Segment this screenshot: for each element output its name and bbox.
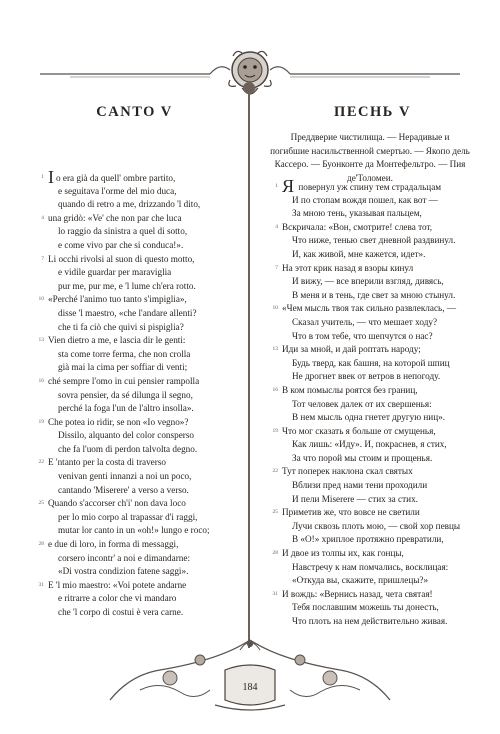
verse-line <box>32 497 237 511</box>
verse-text: sovra pensier, da sé dilunga il segno, <box>58 389 193 400</box>
verse-text: Что в том тебе, что шепчутся о нас? <box>292 330 433 341</box>
russian-verses <box>266 176 471 629</box>
verse-line <box>32 456 237 470</box>
canto-summary: Преддверие чистилища. — Нерадивые и погибшие насильственной смертью. — Якопо дель Кассеро. — Буонконте да Монтефельтро. — Пия де'Толомеи. <box>270 132 470 183</box>
verse-text: disse 'l maestro, «che l'andare allenti? <box>58 307 197 318</box>
verse-line <box>32 511 237 525</box>
verse-line <box>266 357 471 371</box>
verse-line <box>32 402 237 416</box>
verse-number: 4 <box>275 223 278 230</box>
verse-line <box>266 330 471 344</box>
verse-text: che ti fa ciò che quivi si pispiglia? <box>58 321 184 332</box>
verse-line <box>32 552 237 566</box>
verse-line <box>32 321 237 335</box>
verse-text: Как лишь: «Иду». И, покраснев, я стих, <box>292 439 447 450</box>
drop-cap: I <box>48 167 54 187</box>
verse-line <box>266 574 471 588</box>
verse-text: И по стопам вождя пошел, как вот — <box>292 194 438 205</box>
verse-line <box>32 416 237 430</box>
verse-line <box>32 429 237 443</box>
verse-number: 28 <box>38 541 44 548</box>
verse-number: 22 <box>272 468 278 475</box>
verse-line <box>266 533 471 547</box>
verse-number: 10 <box>38 296 44 303</box>
verse-line <box>32 198 237 212</box>
verse-line <box>266 289 471 303</box>
verse-text: За что порой мы стоим и прощенья. <box>292 452 433 463</box>
verse-line <box>266 561 471 575</box>
verse-number: 7 <box>41 255 44 262</box>
verse-number: 4 <box>41 214 44 221</box>
verse-text: И вижу, — все вперили взгляд, дивясь, <box>292 276 444 287</box>
verse-text: Сказал учитель, — что мешает ходу? <box>292 316 438 327</box>
verse-number: 13 <box>272 346 278 353</box>
verse-line <box>266 520 471 534</box>
verse-text: И пели Miserere — стих за стих. <box>292 493 418 504</box>
verse-number: 19 <box>272 427 278 434</box>
verse-number: 19 <box>38 418 44 425</box>
verse-line <box>32 266 237 280</box>
verse-text: Dissilo, alquanto del color consperso <box>58 430 195 441</box>
verse-line <box>266 176 471 196</box>
verse-text: Не дрогнет ввек от ветров в непогоду. <box>292 371 441 382</box>
verse-line <box>32 538 237 552</box>
verse-text: Che potea io ridir, se non «Io vegno»? <box>48 416 189 427</box>
verse-number: 28 <box>272 550 278 557</box>
verse-line <box>32 334 237 348</box>
verse-line <box>32 185 237 199</box>
verse-line <box>32 361 237 375</box>
divider-cap <box>243 82 255 94</box>
verse-text: «Perché l'animo tuo tanto s'impiglia», <box>48 294 187 305</box>
verse-text: che 'l corpo di costui è vera carne. <box>58 607 184 617</box>
verse-text: e come vivo par che si conduca!». <box>58 239 184 250</box>
verse-line <box>266 615 471 629</box>
verse-text: una gridò: «Ve' che non par che luca <box>48 212 182 223</box>
verse-text: Что мог сказать я больше от смущенья, <box>282 425 436 436</box>
verse-line <box>266 506 471 520</box>
verse-text: o era già da quell' ombre partito, <box>56 173 176 183</box>
verse-line <box>32 443 237 457</box>
floral-ornament <box>100 630 400 720</box>
verse-line <box>266 194 471 208</box>
verse-number: 10 <box>272 305 278 312</box>
verse-number: 25 <box>38 500 44 507</box>
page-number: 184 <box>242 682 258 693</box>
verse-text: e due di loro, in forma di messaggi, <box>48 539 179 550</box>
verse-text: e seguitava l'orme del mio duca, <box>58 185 177 196</box>
verse-full-text <box>175 171 176 172</box>
verse-line <box>32 579 237 593</box>
verse-line <box>32 470 237 484</box>
verse-text: «Откуда вы, скажите, пришлецы?» <box>292 575 429 586</box>
verse-text: Quando s'accorser ch'i' non dava loco <box>48 498 186 509</box>
column-divider <box>248 88 250 648</box>
verse-line <box>32 389 237 403</box>
verse-line <box>266 316 471 330</box>
verse-line <box>266 234 471 248</box>
verse-text: quando di retro a me, drizzando 'l dito, <box>58 199 201 210</box>
italian-verses <box>32 167 237 620</box>
verse-text: И двое из толпы их, как гонцы, <box>282 548 404 559</box>
verse-line <box>266 411 471 425</box>
verse-number: 1 <box>275 183 278 189</box>
verse-number: 13 <box>38 337 44 344</box>
verse-full-text <box>441 180 442 181</box>
verse-number: 22 <box>38 459 44 466</box>
verse-text: В ком помыслы роятся без границ, <box>282 384 418 395</box>
verse-text: В нем мысль одна гнетет другую ниц». <box>292 412 446 423</box>
verse-text: già mai la cima per soffiar di venti; <box>58 362 188 373</box>
verse-text: В «О!» хриплое протяжно превратили, <box>292 534 444 545</box>
verse-text: Будь тверд, как башня, на которой шпиц <box>292 357 450 368</box>
verse-text: Тут поперек наклона скал святых <box>282 466 413 477</box>
verse-line <box>32 167 237 187</box>
verse-line <box>32 293 237 307</box>
verse-text: Иди за мной, и дай роптать народу; <box>282 344 421 355</box>
verse-text: На этот крик назад я взоры кинул <box>282 262 414 273</box>
verse-text: В меня и в тень, где свет за мною стынул. <box>292 289 456 300</box>
verse-line <box>32 212 237 226</box>
verse-number: 16 <box>38 377 44 384</box>
verse-text: per lo mio corpo al trapassar d'i raggi, <box>58 511 198 522</box>
verse-line <box>266 370 471 384</box>
canto-title-russian: ПЕСНЬ V <box>334 104 411 120</box>
verse-text: mutar lor canto in un «oh!» lungo e roco; <box>58 525 210 536</box>
verse-line <box>266 425 471 439</box>
verse-text: Li occhi rivolsi al suon di questo motto, <box>48 253 195 264</box>
verse-line <box>266 465 471 479</box>
verse-text: повернул уж спину тем страдальцам <box>296 182 442 192</box>
verse-text: cantando 'Miserere' a verso a verso. <box>58 484 189 495</box>
verse-text: E 'l mio maestro: «Voi potete andarne <box>48 579 187 590</box>
verse-line <box>32 307 237 321</box>
verse-line <box>266 275 471 289</box>
verse-text: И, как живой, мне кажется, идет». <box>292 248 426 259</box>
verse-number: 25 <box>272 509 278 516</box>
verse-line <box>266 384 471 398</box>
verse-line <box>32 592 237 606</box>
verse-text: sta come torre ferma, che non crolla <box>58 348 191 359</box>
verse-line <box>32 239 237 253</box>
verse-text: И вождь: «Вернись назад, чета святая! <box>282 588 433 599</box>
verse-line <box>266 588 471 602</box>
verse-text: Приметив же, что вовсе не светили <box>282 507 420 518</box>
verse-text: Что плоть на нем действительно живая. <box>292 616 448 626</box>
verse-text: perché la foga l'un de l'altro insolla». <box>58 403 194 414</box>
verse-line <box>32 253 237 267</box>
verse-text: «Чем мысль твоя так сильно развлеклась, — <box>282 303 457 314</box>
verse-line <box>266 248 471 262</box>
verse-text: «Di vostra condizion fatene saggi». <box>58 566 189 577</box>
verse-text: ché sempre l'omo in cui pensier rampolla <box>48 375 200 386</box>
verse-line <box>266 438 471 452</box>
verse-line <box>266 302 471 316</box>
verse-text: corsero incontr' a noi e dimandarne: <box>58 552 191 563</box>
verse-line <box>266 221 471 235</box>
verse-text: За мною тень, указывая пальцем, <box>292 208 422 219</box>
verse-number: 7 <box>275 264 278 271</box>
verse-line <box>266 207 471 221</box>
verse-text: Что ниже, тенью свет дневной раздвинул. <box>292 235 456 246</box>
verse-line <box>266 479 471 493</box>
verse-text: Тебя пославшим можешь ты донесть, <box>292 602 439 613</box>
verse-line <box>32 280 237 294</box>
verse-line <box>266 262 471 276</box>
verse-line <box>32 524 237 538</box>
verse-line <box>266 452 471 466</box>
verse-number: 31 <box>38 581 44 588</box>
verse-line <box>266 601 471 615</box>
verse-number: 31 <box>272 590 278 597</box>
verse-text: Тот человек далек от их свершенья: <box>292 398 432 409</box>
lion-head-ornament <box>40 40 460 110</box>
verse-number: 1 <box>41 174 44 180</box>
verse-line <box>32 484 237 498</box>
verse-number: 16 <box>272 386 278 393</box>
canto-title-italian: CANTO V <box>96 104 173 120</box>
verse-text: Навстречу к нам помчались, восклицая: <box>292 561 449 572</box>
verse-text: E 'ntanto per la costa di traverso <box>48 457 166 468</box>
verse-line <box>266 343 471 357</box>
verse-text: pur me, pur me, e 'l lume ch'era rotto. <box>58 280 196 291</box>
verse-text: lo raggio da sinistra a quel di sotto, <box>58 226 188 237</box>
verse-line <box>266 493 471 507</box>
verse-line <box>32 375 237 389</box>
verse-text: venivan genti innanzi a noi un poco, <box>58 471 192 482</box>
verse-text: Вблизи пред нами тени проходили <box>292 480 428 491</box>
verse-line <box>32 606 237 620</box>
verse-text: che fa l'uom di perdon talvolta degno. <box>58 443 198 454</box>
verse-line <box>32 225 237 239</box>
verse-text: Vien dietro a me, e lascia dir le genti: <box>48 335 186 346</box>
verse-text: e vidile guardar per maraviglia <box>58 267 172 278</box>
verse-text: Лучи сквозь плоть мою, — свой хор певцы <box>292 520 461 531</box>
verse-line <box>266 547 471 561</box>
verse-text: e ritrarre a color che vi mandaro <box>58 593 177 604</box>
verse-text: Вскричала: «Вон, смотрите! слева тот, <box>282 221 433 232</box>
verse-line <box>266 398 471 412</box>
verse-line <box>32 565 237 579</box>
verse-line <box>32 348 237 362</box>
drop-cap: Я <box>282 176 295 196</box>
